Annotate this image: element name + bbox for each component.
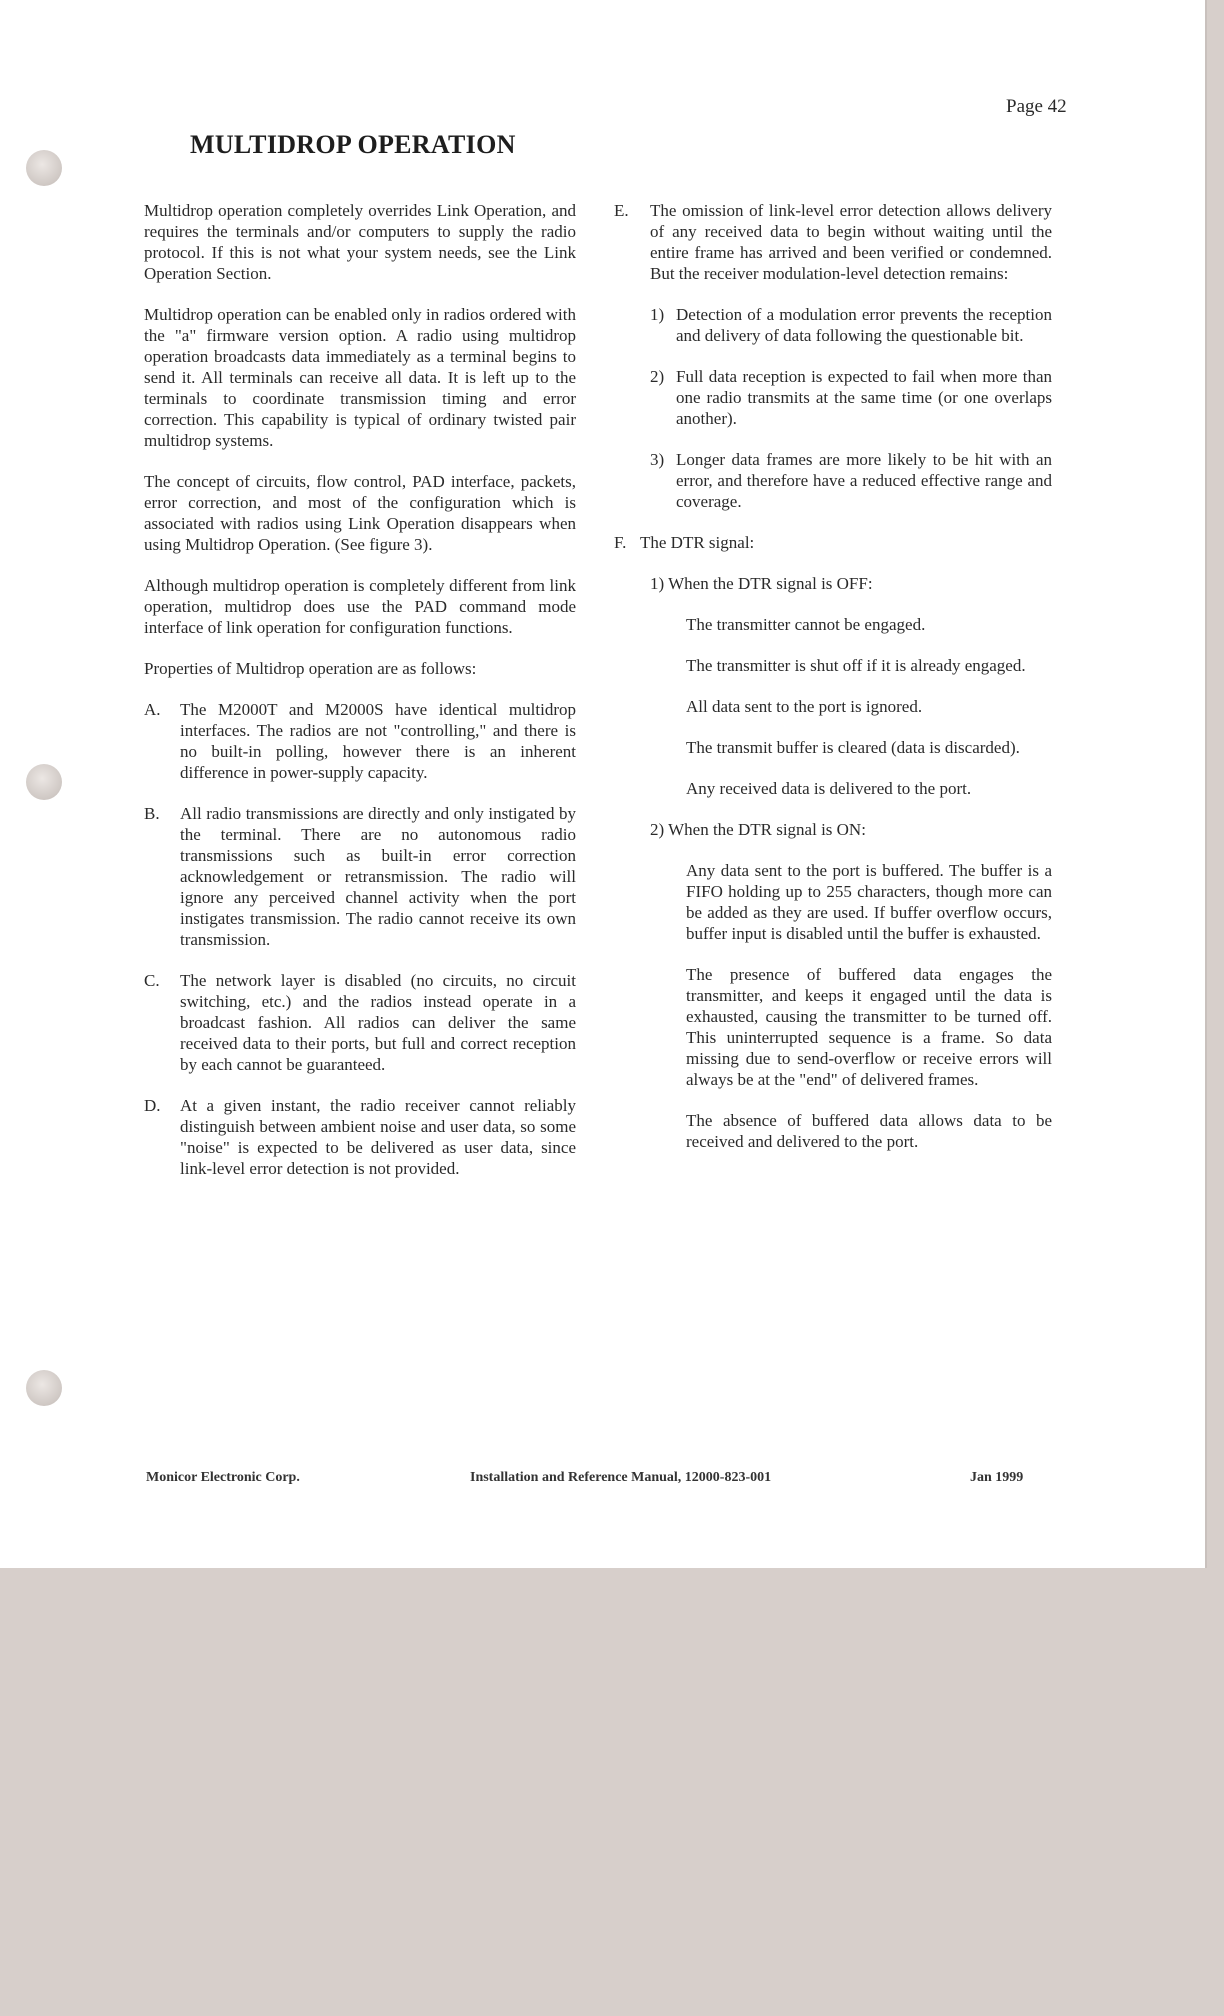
page-title: MULTIDROP OPERATION	[190, 130, 516, 159]
paragraph: The transmitter cannot be engaged.	[686, 615, 926, 634]
list-item	[144, 699, 576, 783]
paragraph: Any data sent to the port is buffered. The buffer is a FIFO holding up to 255 characters, though more can be added as they are used. If buffer overflow occurs, buffer input is disabled until the buffer is exhausted.	[686, 861, 1052, 943]
list-marker: B.	[144, 804, 160, 823]
list-item-text: All radio transmissions are directly and only instigated by the terminal. There are no autonomous radio transmissions such as built-in error correction acknowledgement or retransmission. The radio will ignore any perceived channel activity when the port instigates transmission. The radio cannot receive its own transmission.	[180, 804, 576, 949]
right-column	[614, 200, 1052, 1172]
list-item-text: Full data reception is expected to fail when more than one radio transmits at the same time (or one overlaps another).	[676, 367, 1052, 428]
list-marker: 2)	[650, 367, 665, 386]
paragraph: The transmitter is shut off if it is already engaged.	[686, 656, 1026, 675]
sub-list-item	[650, 304, 1052, 346]
binder-hole	[26, 764, 62, 800]
paragraph: The absence of buffered data allows data to be received and delivered to the port.	[686, 1111, 1052, 1151]
list-item-text: At a given instant, the radio receiver cannot reliably distinguish between ambient noise and user data, so some "noise" is expected to be delivered as user data, since link-level error detection is not provided.	[180, 1096, 576, 1178]
list-marker: F.	[614, 533, 627, 552]
list-marker: E.	[614, 201, 629, 220]
list-item-text: The omission of link-level error detection allows delivery of any received data to begin without waiting until the entire frame has arrived and been verified or condemned. But the receiver modulation-level detection remains:	[650, 201, 1052, 283]
footer-date: Jan 1999	[970, 1470, 1024, 1485]
paragraph: Although multidrop operation is completely different from link operation, multidrop does use the PAD command mode interface of link operation for configuration functions.	[144, 576, 576, 637]
list-item-text: The M2000T and M2000S have identical multidrop interfaces. The radios are not "controlling," and there is no built-in polling, however there is an inherent difference in power-supply capacity.	[180, 700, 576, 782]
list-item	[614, 532, 1052, 553]
page-number: Page 42	[1006, 96, 1067, 117]
list-marker: 1)	[650, 305, 665, 324]
paragraph: Multidrop operation can be enabled only in radios ordered with the "a" firmware version option. A radio using multidrop operation broadcasts data immediately as a terminal begins to send it. All terminals can receive all data. It is left up to the terminals to coordinate transmission timing and error correction. This capability is typical of ordinary twisted pair multidrop systems.	[144, 305, 576, 450]
list-marker: 3)	[650, 450, 665, 469]
paragraph: The concept of circuits, flow control, PAD interface, packets, error correction, and most of the configuration which is associated with radios using Link Operation disappears when using Multidrop Operation. (See figure 3).	[144, 472, 576, 554]
sub-list-item	[650, 366, 1052, 429]
sub-list-item	[650, 449, 1052, 512]
list-item	[614, 200, 1052, 284]
footer-company: Monicor Electronic Corp.	[146, 1470, 300, 1485]
paragraph: Multidrop operation completely overrides Link Operation, and requires the terminals and/or computers to supply the radio protocol. If this is not what your system needs, see the Link Operation Section.	[144, 201, 576, 283]
sub-heading: 2) When the DTR signal is ON:	[650, 820, 866, 839]
paragraph: Any received data is delivered to the port.	[686, 779, 972, 798]
paragraph: The transmit buffer is cleared (data is discarded).	[686, 738, 1020, 757]
binder-hole	[26, 150, 62, 186]
paragraph: Properties of Multidrop operation are as follows:	[144, 659, 477, 678]
list-marker: A.	[144, 700, 161, 719]
list-item-text: Detection of a modulation error prevents the reception and delivery of data following the questionable bit.	[676, 305, 1052, 345]
paragraph: The presence of buffered data engages the transmitter, and keeps it engaged until the data is exhausted, causing the transmitter to be turned off. This uninterrupted sequence is a frame. So data missing due to send-overflow or receive errors will always be at the "end" of delivered frames.	[686, 965, 1052, 1089]
list-marker: D.	[144, 1096, 161, 1115]
list-item	[144, 1095, 576, 1179]
list-item	[144, 970, 576, 1075]
left-column	[144, 200, 576, 1199]
list-item-text: The DTR signal:	[640, 533, 755, 552]
paragraph: All data sent to the port is ignored.	[686, 697, 923, 716]
sub-heading: 1) When the DTR signal is OFF:	[650, 574, 873, 593]
list-item-text: Longer data frames are more likely to be hit with an error, and therefore have a reduced effective range and coverage.	[676, 450, 1052, 511]
list-marker: C.	[144, 971, 160, 990]
list-item	[144, 803, 576, 950]
footer-manual: Installation and Reference Manual, 12000-823-001	[470, 1470, 772, 1485]
binder-hole	[26, 1370, 62, 1406]
list-item-text: The network layer is disabled (no circuits, no circuit switching, etc.) and the radios instead operate in a broadcast fashion. All radios can deliver the same received data to their ports, but full and correct reception by each cannot be guaranteed.	[180, 971, 576, 1074]
